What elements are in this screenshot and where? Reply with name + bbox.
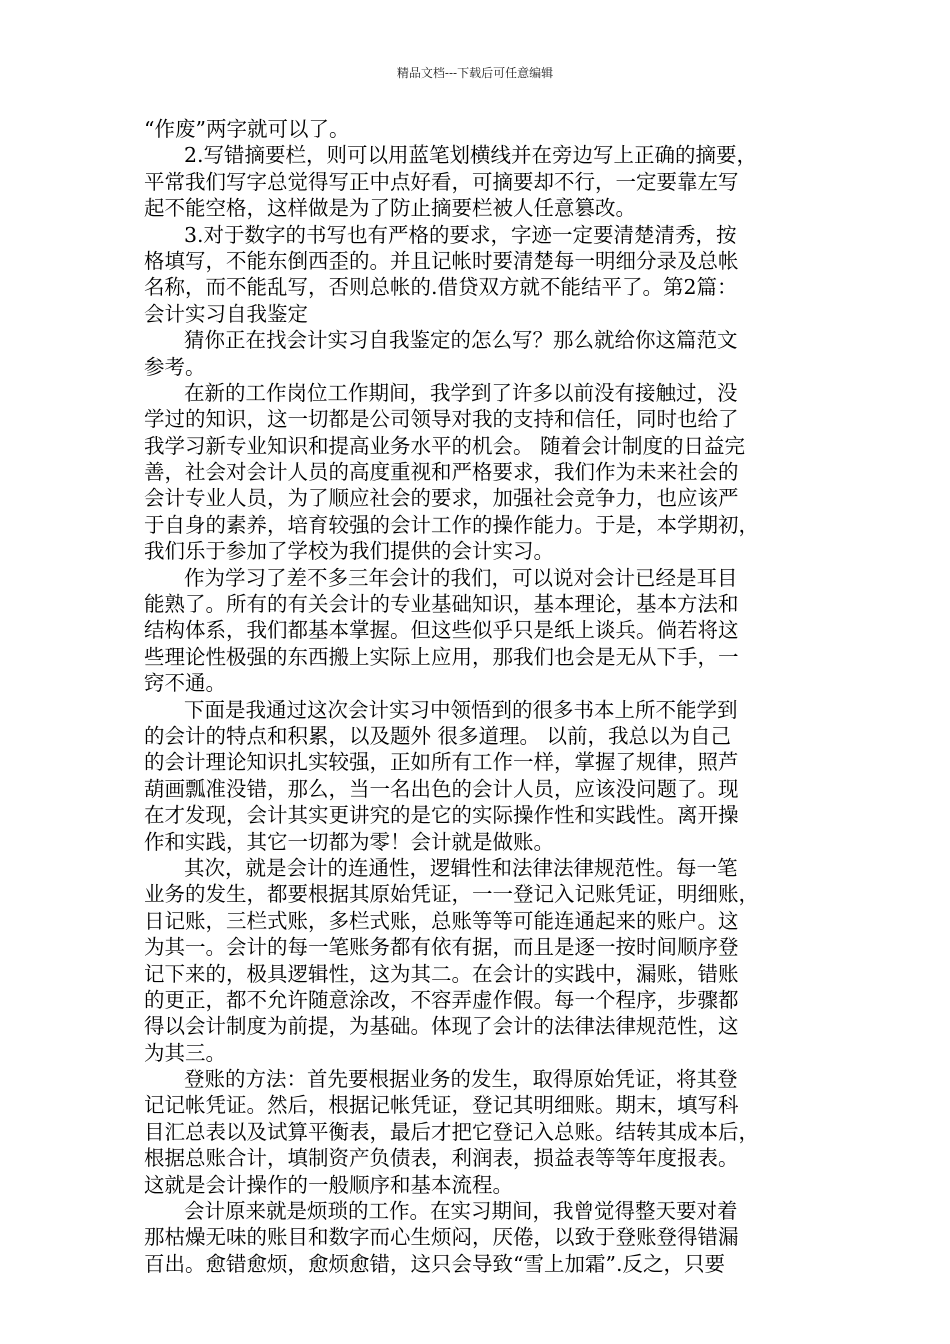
text-line: 得以会计制度为前提，为基础。体现了会计的法律法律规范性，这 [144, 1014, 739, 1039]
text-line: 记记帐凭证。然后，根据记帐凭证，登记其明细账。期末，填写科 [144, 1093, 739, 1118]
text-line: 名称，而不能乱写，否则总帐的.借贷双方就不能结平了。第2篇： [144, 275, 738, 300]
text-line: 窍不通。 [144, 671, 226, 696]
text-line: 会计实习自我鉴定 [144, 301, 308, 326]
text-line: 其次，就是会计的连通性，逻辑性和法律法律规范性。每一笔 [184, 855, 738, 880]
text-line: 为其一。会计的每一笔账务都有依有据，而且是逐一按时间顺序登 [144, 935, 739, 960]
text-line: 能熟了。所有的有关会计的专业基础知识，基本理论，基本方法和 [144, 592, 739, 617]
text-line: 登账的方法：首先要根据业务的发生，取得原始凭证，将其登 [184, 1067, 738, 1092]
text-line: “作废”两字就可以了。 [144, 117, 350, 141]
text-line: 2.写错摘要栏，则可以用蓝笔划横线并在旁边写上正确的摘要， [184, 143, 758, 168]
text-line: 作为学习了差不多三年会计的我们，可以说对会计已经是耳目 [184, 565, 738, 590]
text-line: 那枯燥无味的账目和数字而心生烦闷，厌倦，以致于登账登得错漏 [144, 1225, 739, 1250]
text-line: 在新的工作岗位工作期间，我学到了许多以前没有接触过，没 [184, 380, 738, 405]
text-line: 这就是会计操作的一般顺序和基本流程。 [144, 1172, 513, 1197]
text-line: 根据总账合计，填制资产负债表，利润表，损益表等等年度报表。 [144, 1146, 739, 1171]
text-line: 结构体系，我们都基本掌握。但这些似乎只是纸上谈兵。倘若将这 [144, 618, 739, 643]
text-line: 记下来的，极具逻辑性，这为其二。在会计的实践中，漏账，错账 [144, 961, 739, 986]
text-line: 百出。愈错愈烦，愈烦愈错，这只会导致“雪上加霜”.反之，只要 [144, 1251, 725, 1276]
text-line: 猜你正在找会计实习自我鉴定的怎么写？那么就给你这篇范文 [184, 328, 738, 353]
text-line: 3.对于数字的书写也有严格的要求，字迹一定要清楚清秀，按 [184, 222, 737, 247]
text-line: 些理论性极强的东西搬上实际上应用，那我们也会是无从下手，一 [144, 644, 739, 669]
text-line: 会计专业人员，为了顺应社会的要求，加强社会竞争力，也应该严 [144, 486, 739, 511]
text-line: 我学习新专业知识和提高业务水平的机会。 随着会计制度的日益完 [144, 433, 746, 458]
text-line: 的会计的特点和积累，以及题外 很多道理。 以前，我总以为自己 [144, 723, 732, 748]
text-line: 起不能空格，这样做是为了防止摘要栏被人任意篡改。 [144, 196, 636, 221]
text-line: 会计原来就是烦琐的工作。在实习期间，我曾觉得整天要对着 [184, 1199, 738, 1224]
text-line: 目汇总表以及试算平衡表，最后才把它登记入总账。结转其成本后， [144, 1119, 759, 1144]
text-line: 葫画瓢准没错，那么，当一名出色的会计人员，应该没问题了。现 [144, 776, 739, 801]
text-line: 的会计理论知识扎实较强，正如所有工作一样，掌握了规律，照芦 [144, 750, 739, 775]
text-line: 参考。 [144, 354, 206, 379]
text-line: 在才发现，会计其实更讲究的是它的实际操作性和实践性。离开操 [144, 803, 739, 828]
page-header: 精品文档---下载后可任意编辑 [396, 66, 554, 80]
text-line: 的更正，都不允许随意涂改，不容弄虚作假。每一个程序，步骤都 [144, 987, 739, 1012]
text-line: 作和实践，其它一切都为零！会计就是做账。 [144, 829, 554, 854]
text-line: 格填写，不能东倒西歪的。并且记帐时要清楚每一明细分录及总帐 [144, 248, 739, 273]
text-line: 学过的知识，这一切都是公司领导对我的支持和信任，同时也给了 [144, 407, 739, 432]
document-body [144, 116, 809, 1277]
text-line: 日记账，三栏式账，多栏式账，总账等等可能连通起来的账户。这 [144, 908, 739, 933]
text-line: 于自身的素养，培育较强的会计工作的操作能力。于是，本学期初， [144, 512, 759, 537]
text-line: 业务的发生，都要根据其原始凭证，一一登记入记账凭证，明细账， [144, 882, 759, 907]
text-line: 平常我们写字总觉得写正中点好看，可摘要却不行，一定要靠左写 [144, 169, 739, 194]
text-line: 善，社会对会计人员的高度重视和严格要求，我们作为未来社会的 [144, 460, 739, 485]
text-line: 下面是我通过这次会计实习中领悟到的很多书本上所不能学到 [184, 697, 738, 722]
text-line: 我们乐于参加了学校为我们提供的会计实习。 [144, 539, 554, 564]
text-line: 为其三。 [144, 1040, 226, 1065]
